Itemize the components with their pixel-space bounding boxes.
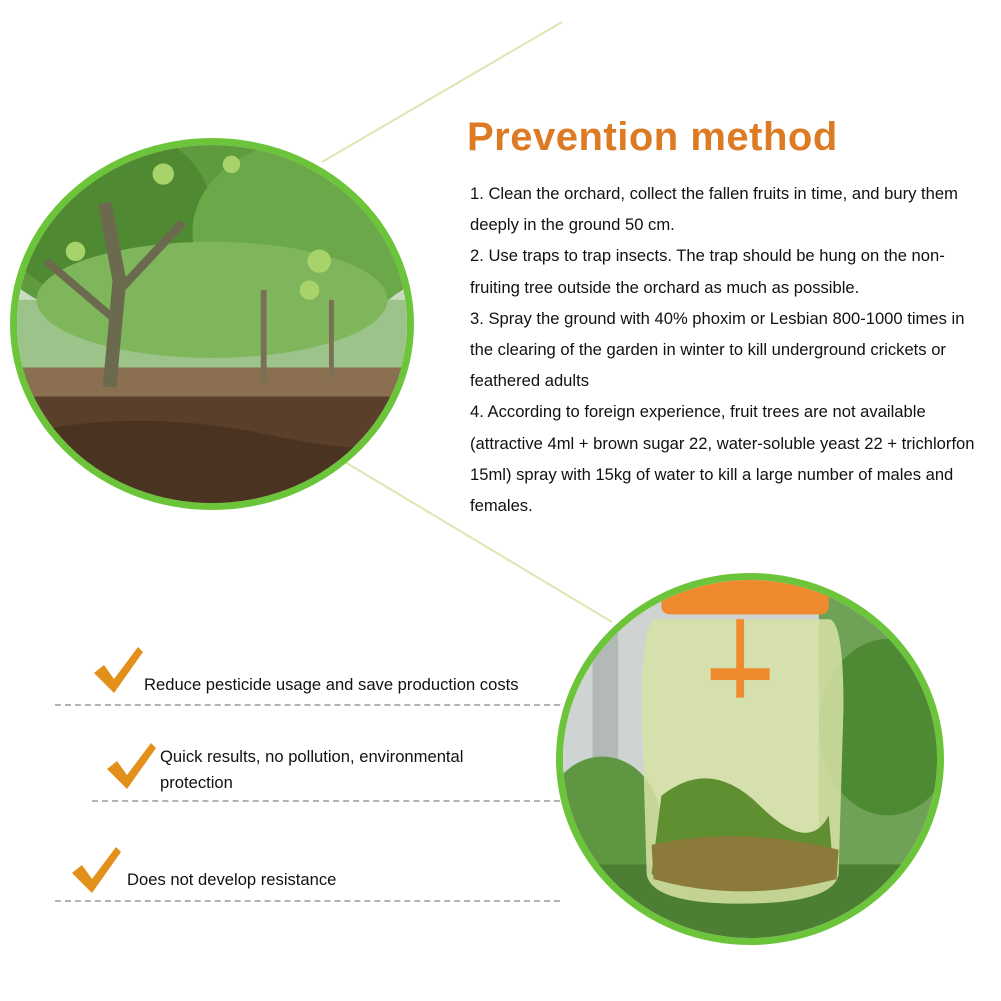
checkmark-icon (105, 740, 157, 792)
benefit-text: Does not develop resistance (127, 870, 337, 889)
trap-photo (556, 573, 944, 945)
checkmark-icon (92, 645, 144, 695)
prevention-step: 2. Use traps to trap insects. The trap should be hung on the non-fruiting tree outside the orchard as much as possible. (470, 246, 945, 297)
benefit-text: Quick results, no pollution, environmental protection (160, 747, 464, 792)
dashed-divider (55, 704, 560, 706)
checkmark-icon (70, 845, 122, 895)
prevention-step: 3. Spray the ground with 40% phoxim or Lesbian 800-1000 times in the clearing of the garden in winter to kill underground crickets or feathered adults (470, 308, 965, 391)
orchard-photo (10, 138, 414, 510)
prevention-step: 1. Clean the orchard, collect the fallen fruits in time, and bury them deeply in the ground 50 cm. (470, 184, 958, 235)
dashed-divider (55, 900, 560, 902)
dashed-divider (92, 800, 560, 802)
benefit-text: Reduce pesticide usage and save production costs (144, 675, 519, 694)
page-title: Prevention method (467, 115, 838, 159)
prevention-step: 4. According to foreign experience, fruit trees are not available (attractive 4ml + brown sugar 22, water-soluble yeast 22 + trichlorfon 15ml) spray with 15kg of water to kill a large number of males and females. (470, 402, 975, 516)
prevention-steps (470, 178, 985, 521)
